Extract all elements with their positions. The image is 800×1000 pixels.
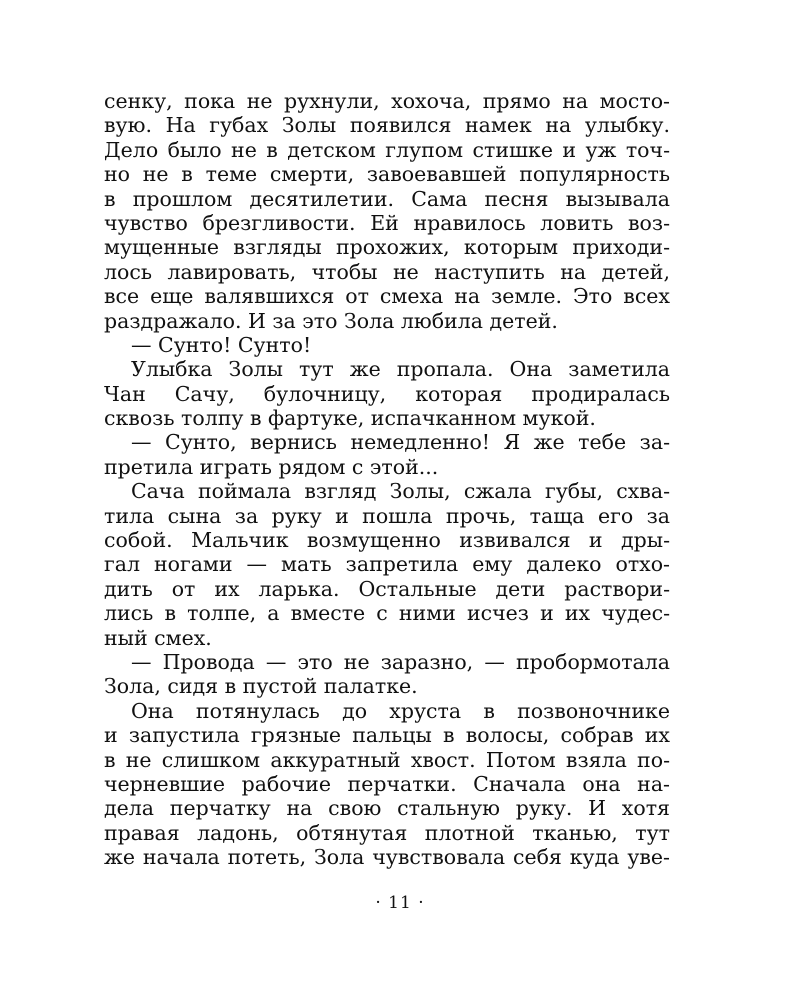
text-line: правая ладонь, обтянутая плотной тканью, тут: [104, 820, 670, 845]
page-number: · 11 ·: [375, 893, 425, 913]
text-line: но не в теме смерти, завоевавшей популярность: [104, 162, 670, 187]
text-line: тила сына за руку и пошла прочь, таща его за: [104, 503, 670, 528]
text-line: черневшие рабочие перчатки. Сначала она на-: [104, 771, 670, 796]
text-line: чувство брезгливости. Ей нравилось ловить воз-: [104, 210, 670, 235]
body-text: [104, 89, 670, 870]
text-line: Дело было не в детском глупом стишке и уж точ-: [104, 137, 670, 162]
dialogue-line: — Сунто, вернись немедленно! Я же тебе за-: [131, 430, 670, 455]
text-line: и запустила грязные пальцы в волосы, собрав их: [104, 723, 670, 748]
text-line: вую. На губах Золы появился намек на улыбку.: [104, 113, 670, 138]
text-line: все еще валявшихся от смеха на земле. Это всех: [104, 284, 670, 309]
text-line: в прошлом десятилетии. Сама песня вызывала: [104, 186, 670, 211]
text-line: дела перчатку на свою стальную руку. И хотя: [104, 796, 670, 821]
text-line: Чан Сачу, булочницу, которая продиралась: [104, 381, 670, 406]
text-line: сквозь толпу в фартуке, испачканном мукой.: [104, 406, 596, 431]
text-line: ный смех.: [104, 625, 212, 650]
text-line: раздражало. И за это Зола любила детей.: [104, 308, 558, 333]
text-line: в не слишком аккуратный хвост. Потом взяла по-: [104, 747, 670, 772]
text-line: Зола, сидя в пустой палатке.: [104, 674, 418, 699]
text-line: же начала потеть, Зола чувствовала себя куда уве-: [104, 845, 670, 870]
text-line: мущенные взгляды прохожих, которым приходи-: [104, 235, 670, 260]
text-line: претила играть рядом с этой...: [104, 454, 439, 479]
text-line: лось лавировать, чтобы не наступить на детей,: [104, 259, 670, 284]
text-line: лись в толпе, а вместе с ними исчез и их чудес-: [104, 601, 670, 626]
text-line: собой. Мальчик возмущенно извивался и дры-: [104, 528, 670, 553]
dialogue-line: — Провода — это не заразно, — пробормотала: [131, 649, 670, 674]
text-line: Сача поймала взгляд Золы, сжала губы, схва-: [131, 479, 670, 504]
text-line: дить от их ларька. Остальные дети раствори-: [104, 576, 670, 601]
text-line: Улыбка Золы тут же пропала. Она заметила: [131, 357, 670, 382]
text-line: сенку, пока не рухнули, хохоча, прямо на мосто-: [104, 89, 670, 113]
dialogue-line: — Сунто! Сунто!: [131, 332, 312, 357]
text-line: гал ногами — мать запретила ему далеко отхо-: [104, 552, 670, 577]
text-line: Она потянулась до хруста в позвоночнике: [131, 698, 670, 723]
